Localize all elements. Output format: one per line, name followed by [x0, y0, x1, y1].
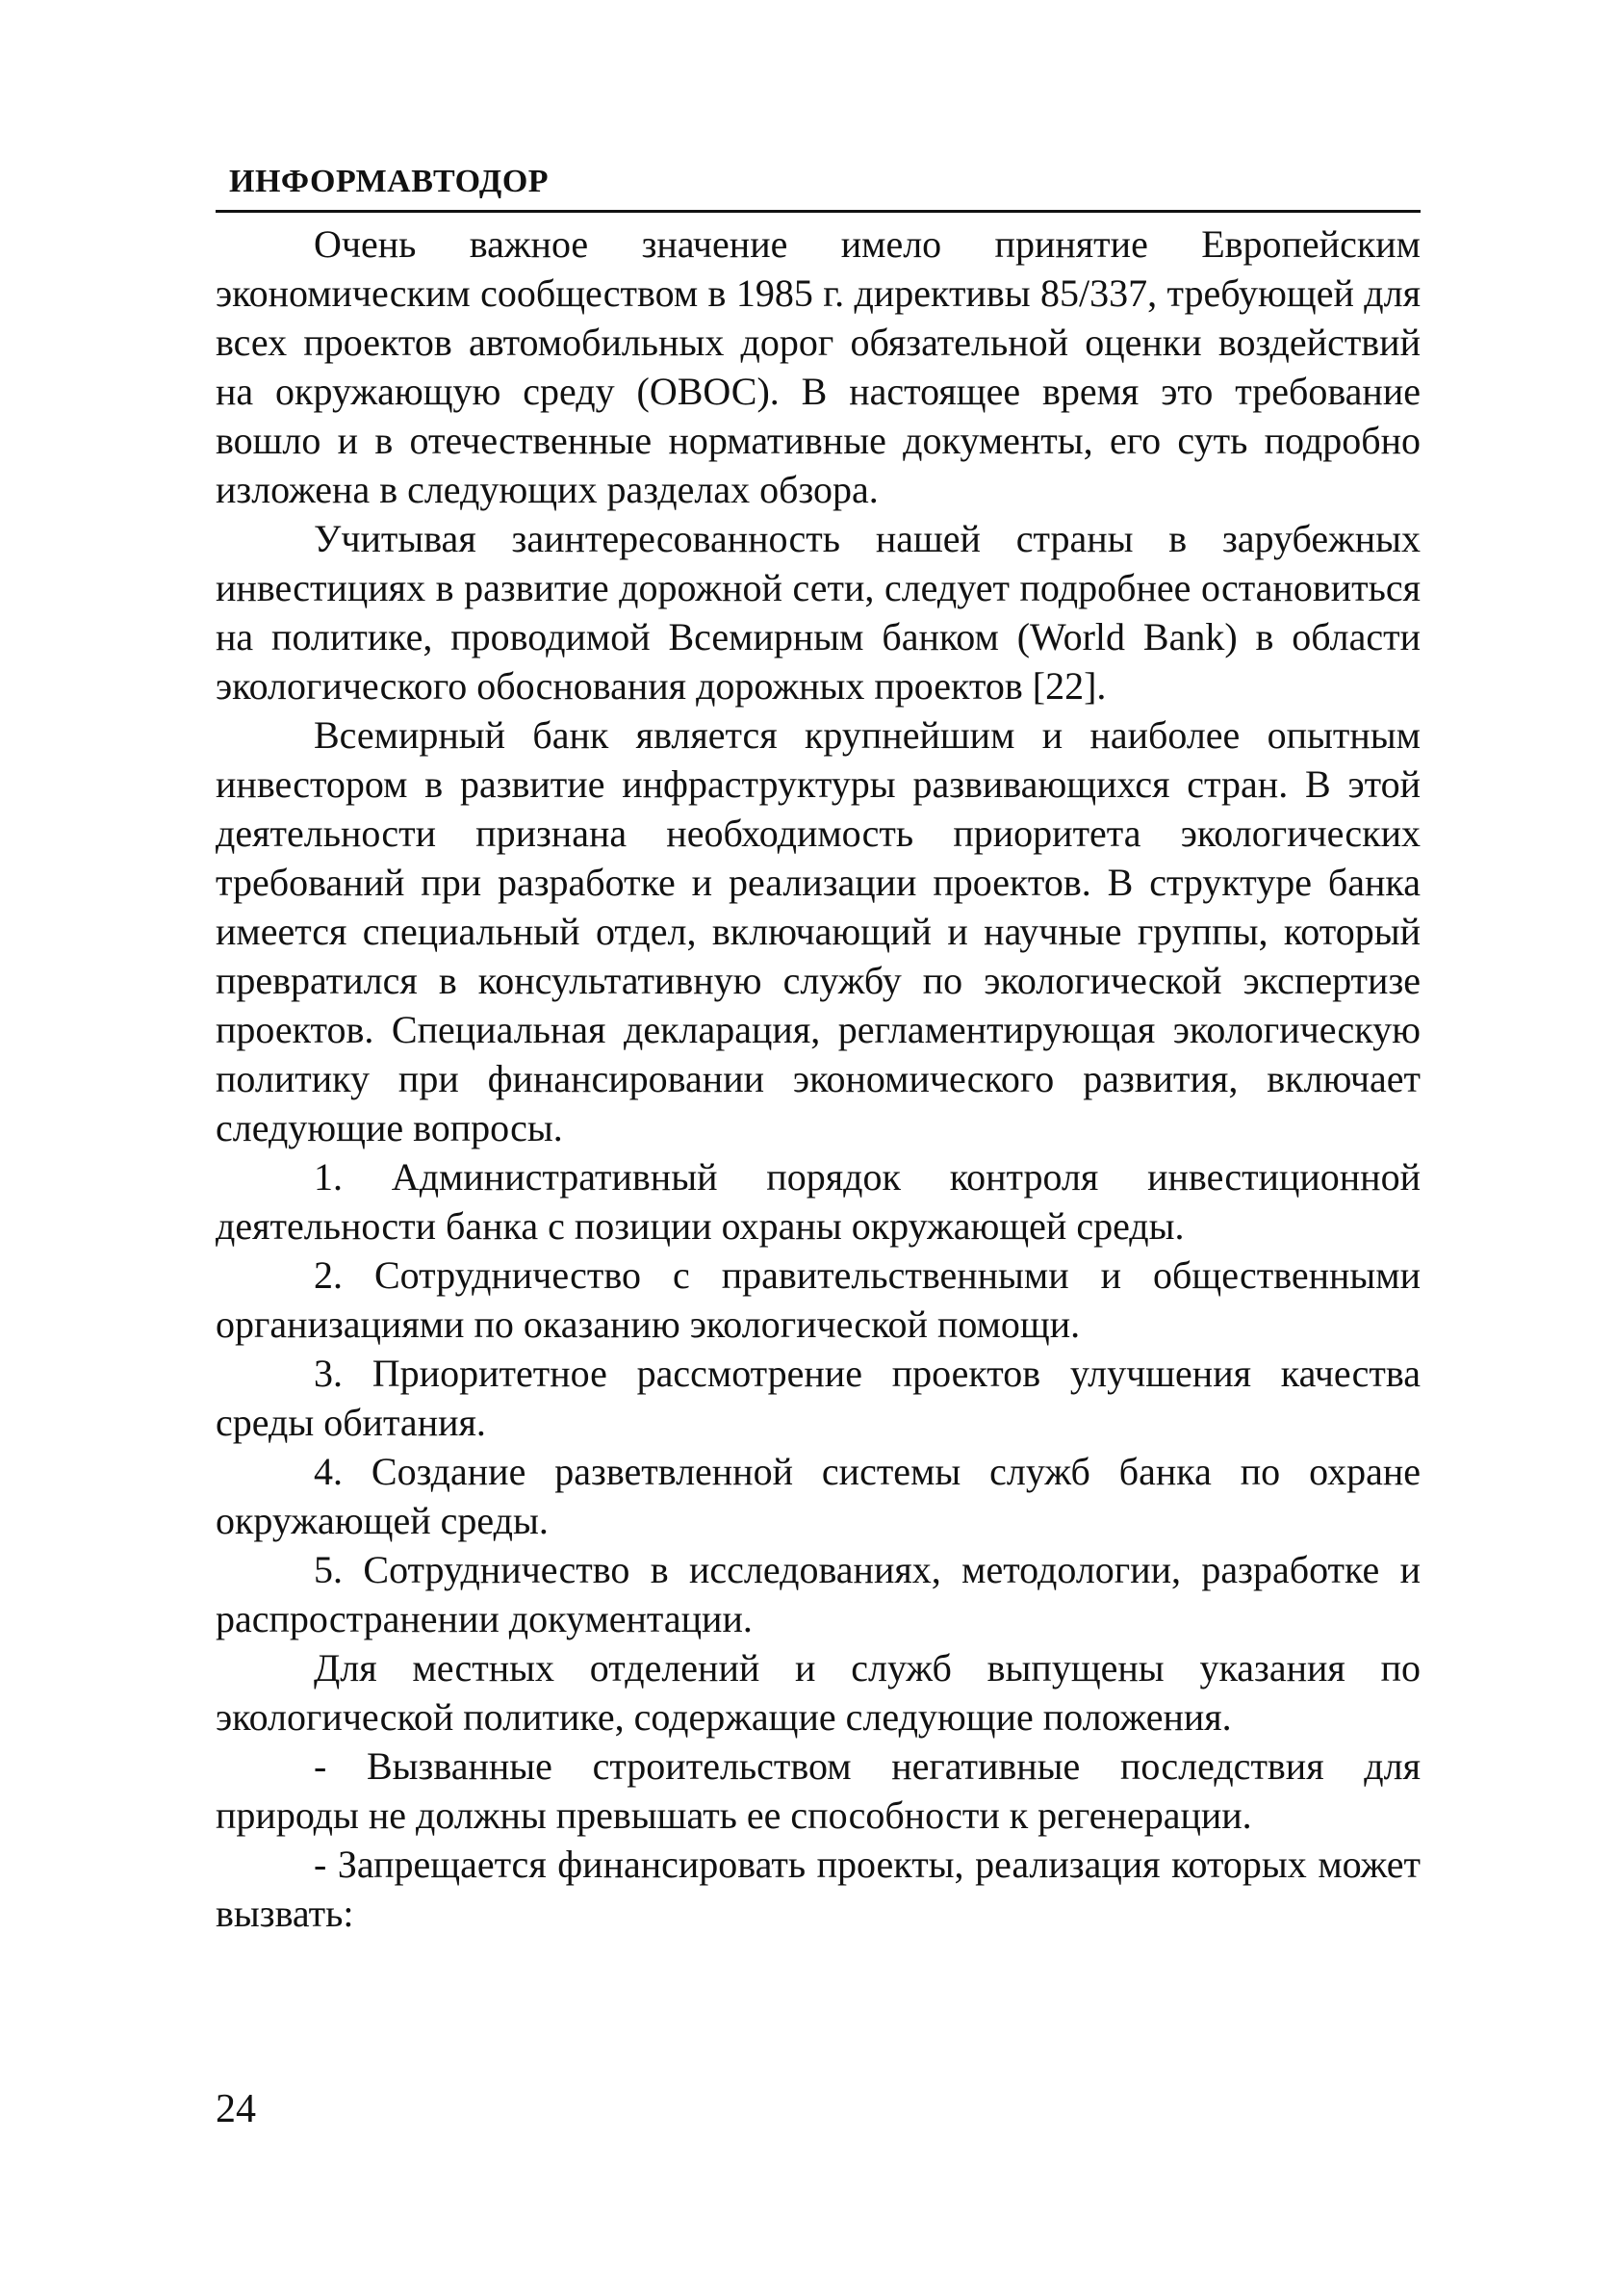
paragraph-world-bank-policy: Всемирный банк является крупнейшим и наиболее опытным инвестором в развитие инфраструктуры развивающихся стран. В этой деятельности признана необходимость приоритета экологических требований при разработке и реализации проектов. В структуре банка имеется специальный отдел, включающий и научные группы, который превратился в консультативную службу по экологической экспертизе проектов. Специальная декларация, регламентирующая экологическую политику при финансировании экономического развития, включает следующие вопросы. — [216, 713, 1421, 1149]
page-number: 24 — [216, 2087, 256, 2131]
list-item-4: 4. Создание разветвленной системы служб банка по охране окружающей среды. — [216, 1450, 1421, 1542]
body-text — [216, 219, 1421, 1938]
list-item-3: 3. Приоритетное рассмотрение проектов улучшения качества среды обитания. — [216, 1352, 1421, 1444]
paragraph-ovos-directive: Очень важное значение имело принятие Европейским экономическим сообществом в 1985 г. директивы 85/337, требующей для всех проектов автомобильных дорог обязательной оценки воздействий на окружающую среду (ОВОС). В настоящее время это требование вошло и в отечественные нормативные документы, его суть подробно изложена в следующих разделах обзора. — [216, 222, 1421, 511]
list-item-5: 5. Сотрудничество в исследованиях, методологии, разработке и распространении документации. — [216, 1548, 1421, 1640]
list-item-2: 2. Сотрудничество с правительственными и общественными организациями по оказанию экологической помощи. — [216, 1253, 1421, 1346]
running-header-title: ИНФОРМАВТОДОР — [229, 164, 550, 199]
running-header — [216, 162, 1421, 213]
dash-item-regeneration: - Вызванные строительством негативные последствия для природы не должны превышать ее способности к регенерации. — [216, 1744, 1421, 1837]
paragraph-world-bank-intro: Учитывая заинтересованность нашей страны в зарубежных инвестициях в развитие дорожной сети, следует подробнее остановиться на политике, проводимой Всемирным банком (World Bank) в области экологического обоснования дорожных проектов [22]. — [216, 517, 1421, 708]
list-item-1: 1. Административный порядок контроля инвестиционной деятельности банка с позиции охраны окружающей среды. — [216, 1155, 1421, 1248]
paragraph-local-offices: Для местных отделений и служб выпущены указания по экологической политике, содержащие следующие положения. — [216, 1646, 1421, 1739]
dash-item-financing-ban: - Запрещается финансировать проекты, реализация которых может вызвать: — [216, 1843, 1421, 1935]
